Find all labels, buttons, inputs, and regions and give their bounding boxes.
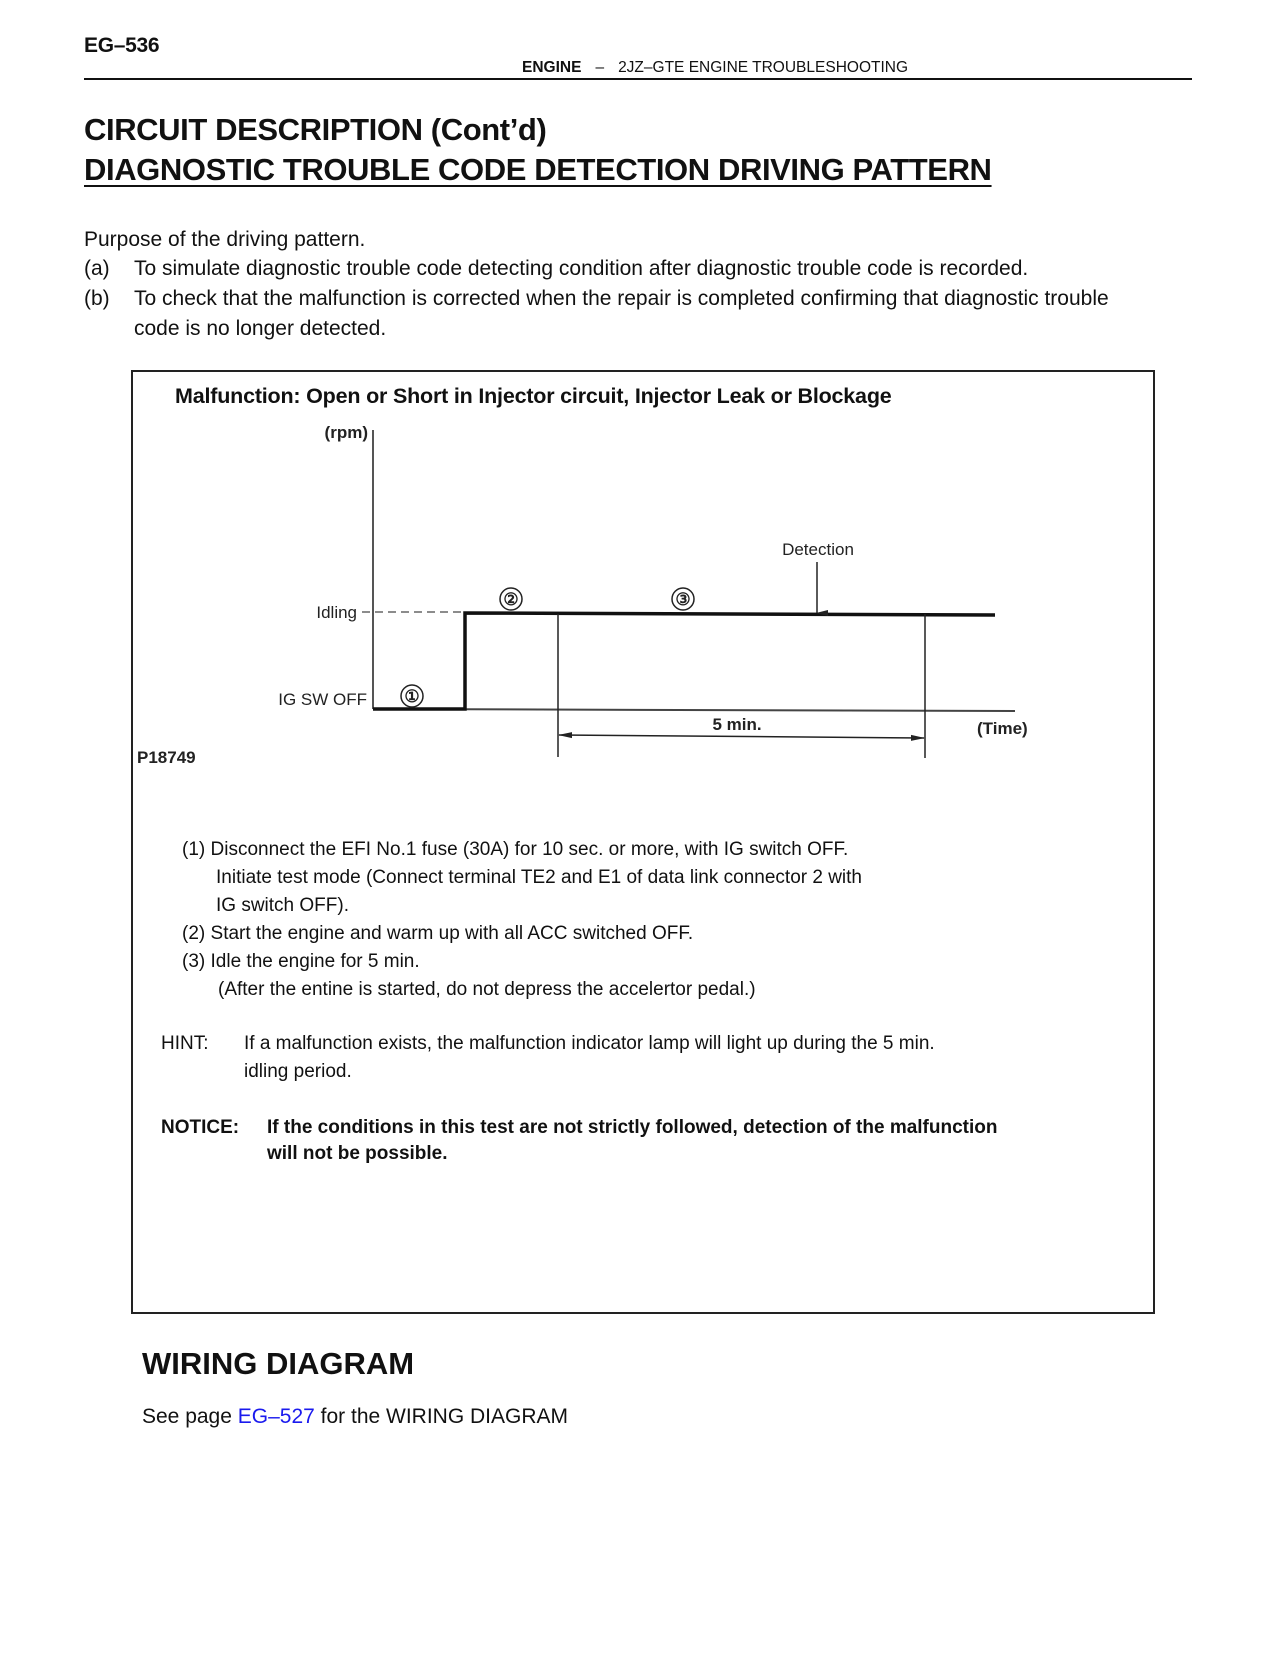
section-name: ENGINE xyxy=(522,59,582,76)
step-text: Idle the engine for 5 min. xyxy=(210,951,420,972)
subsection-name: 2JZ–GTE ENGINE TROUBLESHOOTING xyxy=(618,59,909,76)
step-3 xyxy=(182,948,420,976)
wiring-diagram-reference xyxy=(142,1405,568,1429)
header-separator: – xyxy=(595,59,605,76)
step-text: Start the engine and warm up with all ACC switched OFF. xyxy=(210,923,694,944)
purpose-item-b-continuation: code is no longer detected. xyxy=(134,317,387,340)
section-title: CIRCUIT DESCRIPTION (Cont’d) xyxy=(84,112,547,147)
hint-text-line-2: idling period. xyxy=(244,1061,352,1082)
purpose-item-text: To simulate diagnostic trouble code detecting condition after diagnostic trouble code is recorded. xyxy=(134,257,1029,280)
purpose-intro: Purpose of the driving pattern. xyxy=(84,228,366,251)
y-axis-label: (rpm) xyxy=(324,423,368,442)
ig-sw-off-level-label: IG SW OFF xyxy=(278,690,367,709)
wiring-diagram-heading: WIRING DIAGRAM xyxy=(142,1346,415,1381)
purpose-item-text: To check that the malfunction is corrected when the repair is completed confirming that diagnostic trouble xyxy=(134,287,1109,310)
notice-text-line-1: If the conditions in this test are not strictly followed, detection of the malfunction xyxy=(267,1117,998,1138)
page-number: EG–536 xyxy=(84,34,160,57)
duration-arrow xyxy=(559,735,924,738)
notice-label: NOTICE: xyxy=(161,1117,240,1138)
step-1 xyxy=(182,836,848,864)
purpose-item-label: (a) xyxy=(84,257,110,280)
x-axis-label: (Time) xyxy=(977,719,1028,738)
step-3-line-2: (After the entine is started, do not depress the accelertor pedal.) xyxy=(218,979,756,1000)
driving-pattern-diagram xyxy=(0,0,1280,800)
duration-label: 5 min. xyxy=(712,715,762,734)
step-2 xyxy=(182,920,693,948)
eg-527-link[interactable]: EG–527 xyxy=(237,1405,315,1428)
idling-level-label: Idling xyxy=(316,603,357,622)
reference-suffix: for the WIRING DIAGRAM xyxy=(314,1405,569,1428)
step-label: (1) xyxy=(182,839,206,860)
step-1-line-2: Initiate test mode (Connect terminal TE2 and E1 of data link connector 2 with xyxy=(216,867,862,888)
purpose-item-label: (b) xyxy=(84,287,110,310)
step-label: (2) xyxy=(182,923,206,944)
step-2-marker: ② xyxy=(503,590,519,609)
x-axis xyxy=(373,709,1015,711)
hint-text-line-1: If a malfunction exists, the malfunction indicator lamp will light up during the 5 min. xyxy=(244,1033,935,1054)
step-3-marker: ③ xyxy=(675,590,691,609)
step-label: (3) xyxy=(182,951,206,972)
step-text: Disconnect the EFI No.1 fuse (30A) for 10 sec. or more, with IG switch OFF. xyxy=(210,839,849,860)
rpm-profile-line xyxy=(373,613,995,709)
step-1-line-3: IG switch OFF). xyxy=(216,895,349,916)
hint-label: HINT: xyxy=(161,1033,209,1054)
step-1-marker: ① xyxy=(404,687,420,706)
detection-label: Detection xyxy=(782,540,854,559)
notice-text-line-2: will not be possible. xyxy=(267,1143,448,1164)
figure-id: P18749 xyxy=(137,748,196,767)
malfunction-heading: Malfunction: Open or Short in Injector circuit, Injector Leak or Blockage xyxy=(175,384,892,408)
page-title: DIAGNOSTIC TROUBLE CODE DETECTION DRIVING PATTERN xyxy=(84,152,992,187)
reference-prefix: See page xyxy=(142,1405,238,1428)
